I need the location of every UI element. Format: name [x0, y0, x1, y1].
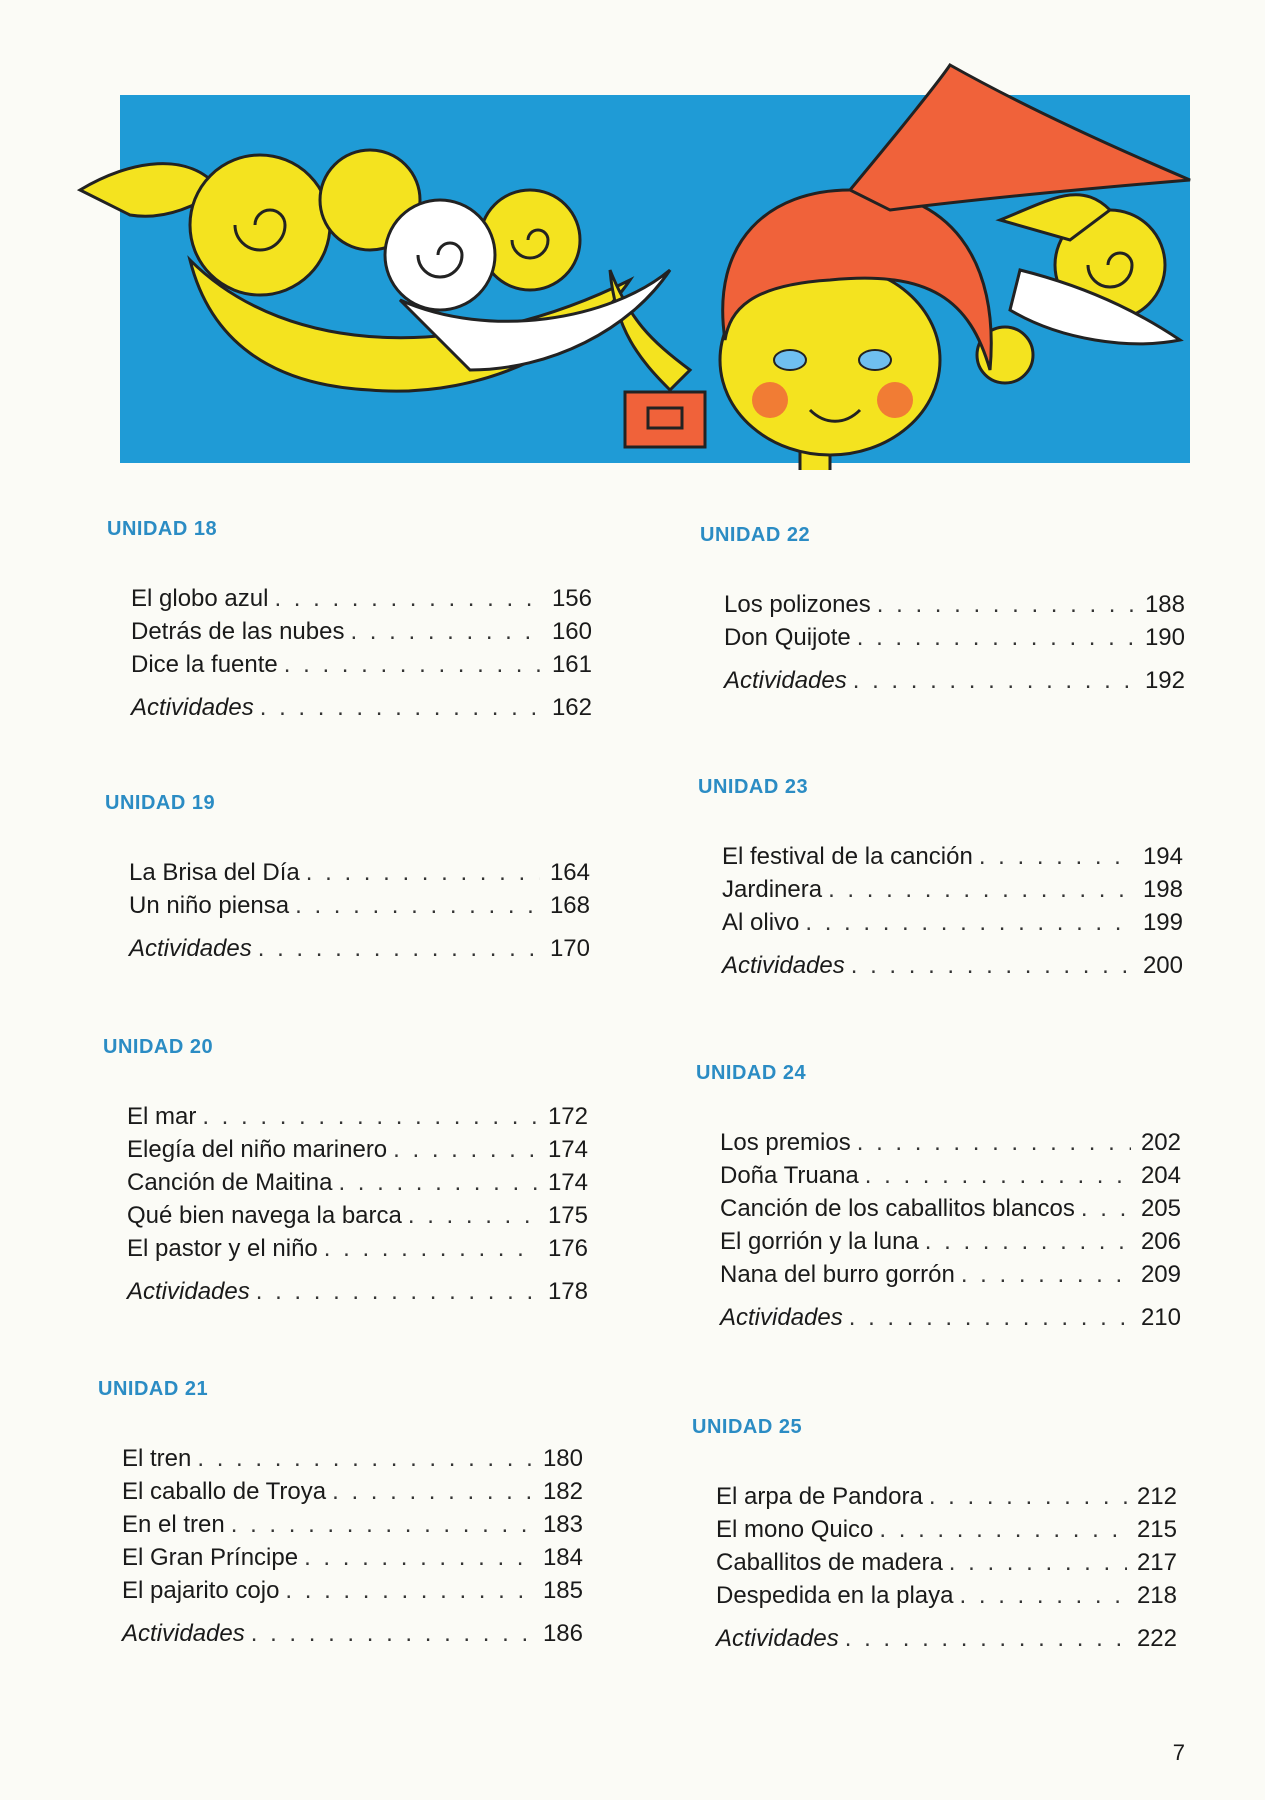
toc-entry[interactable] — [131, 585, 592, 618]
dot-leader — [324, 1235, 538, 1263]
entry-title: El mono Quico — [716, 1516, 874, 1543]
entry-title: Jardinera — [722, 876, 823, 903]
entry-page: 164 — [549, 859, 590, 886]
entry-title: El mar — [127, 1103, 197, 1130]
dot-leader — [295, 892, 540, 920]
entry-page: 206 — [1140, 1228, 1181, 1255]
entry-page: 168 — [549, 892, 590, 919]
unit-section — [698, 776, 1183, 985]
entry-page: 175 — [547, 1202, 588, 1229]
entry-page: 186 — [542, 1620, 583, 1647]
dot-leader — [857, 624, 1135, 652]
entry-title: Nana del burro gorrón — [720, 1261, 955, 1288]
entry-title: Caballitos de madera — [716, 1549, 943, 1576]
dot-leader — [197, 1445, 533, 1473]
entry-title: El pastor y el niño — [127, 1235, 318, 1262]
activities-entry[interactable] — [716, 1625, 1177, 1658]
entry-title: Elegía del niño marinero — [127, 1136, 388, 1163]
entry-title: Detrás de las nubes — [131, 618, 345, 645]
toc-entry[interactable] — [722, 843, 1183, 876]
dot-leader — [304, 1544, 533, 1572]
entry-page: 160 — [551, 618, 592, 645]
entry-page: 170 — [549, 935, 590, 962]
activities-entry[interactable] — [127, 1278, 588, 1311]
dot-leader — [877, 591, 1135, 619]
entry-page: 162 — [551, 694, 592, 721]
toc-entry[interactable] — [127, 1202, 588, 1235]
unit-section — [98, 1378, 583, 1653]
entry-title: La Brisa del Día — [129, 859, 300, 886]
entry-page: 156 — [551, 585, 592, 612]
dot-leader — [960, 1582, 1127, 1610]
entry-page: 174 — [547, 1169, 588, 1196]
entry-title: El arpa de Pandora — [716, 1483, 923, 1510]
header-illustration — [70, 40, 1220, 470]
entry-page: 192 — [1144, 667, 1185, 694]
toc-entry[interactable] — [122, 1577, 583, 1610]
dot-leader — [949, 1549, 1127, 1577]
dot-leader — [350, 618, 542, 646]
toc-entry[interactable] — [720, 1195, 1181, 1228]
toc-entry[interactable] — [722, 876, 1183, 909]
entry-page: 190 — [1144, 624, 1185, 651]
entry-page: 215 — [1136, 1516, 1177, 1543]
toc-entry[interactable] — [129, 892, 590, 925]
entry-title: Don Quijote — [724, 624, 851, 651]
activities-entry[interactable] — [131, 694, 592, 727]
dot-leader — [274, 585, 542, 613]
toc-entry[interactable] — [722, 909, 1183, 942]
entry-page: 161 — [551, 651, 592, 678]
toc-entry[interactable] — [122, 1544, 583, 1577]
entry-title: Los polizones — [724, 591, 871, 618]
entry-title: Actividades — [129, 935, 252, 962]
entry-page: 198 — [1142, 876, 1183, 903]
dot-leader — [258, 935, 540, 963]
unit-section — [700, 524, 1185, 700]
toc-entry[interactable] — [129, 859, 590, 892]
entry-page: 178 — [547, 1278, 588, 1305]
entry-page: 205 — [1140, 1195, 1181, 1222]
toc-entry[interactable] — [720, 1228, 1181, 1261]
entry-page: 199 — [1142, 909, 1183, 936]
small-box — [625, 392, 705, 447]
activities-entry[interactable] — [122, 1620, 583, 1653]
entry-page: 172 — [547, 1103, 588, 1130]
dot-leader — [231, 1511, 533, 1539]
entry-page: 176 — [547, 1235, 588, 1262]
unit-section — [696, 1062, 1181, 1337]
entry-title: Actividades — [716, 1625, 839, 1652]
page-number: 7 — [1172, 1740, 1185, 1765]
dot-leader — [961, 1261, 1131, 1289]
entry-title: El globo azul — [131, 585, 269, 612]
entry-title: Actividades — [127, 1278, 250, 1305]
unit-title: UNIDAD 21 — [98, 1378, 209, 1400]
entry-title: El tren — [122, 1445, 192, 1472]
entry-page: 184 — [542, 1544, 583, 1571]
entry-page: 182 — [542, 1478, 583, 1505]
unit-title: UNIDAD 23 — [698, 776, 809, 798]
toc-entry[interactable] — [127, 1103, 588, 1136]
toc-entry[interactable] — [724, 591, 1185, 624]
entry-title: Actividades — [722, 952, 845, 979]
entry-page: 217 — [1136, 1549, 1177, 1576]
entry-title: Canción de los caballitos blancos — [720, 1195, 1075, 1222]
dot-leader — [845, 1625, 1127, 1653]
unit-title: UNIDAD 19 — [105, 792, 216, 814]
entry-title: Doña Truana — [720, 1162, 859, 1189]
entry-title: El pajarito cojo — [122, 1577, 280, 1604]
entry-title: Qué bien navega la barca — [127, 1202, 402, 1229]
entry-page: 174 — [547, 1136, 588, 1163]
dot-leader — [408, 1202, 538, 1230]
dot-leader — [879, 1516, 1127, 1544]
entry-title: Los premios — [720, 1129, 851, 1156]
entry-page: 185 — [542, 1577, 583, 1604]
toc-entry[interactable] — [122, 1445, 583, 1478]
toc-entry[interactable] — [716, 1483, 1177, 1516]
dot-leader — [865, 1162, 1131, 1190]
entry-title: Despedida en la playa — [716, 1582, 954, 1609]
unit-title: UNIDAD 20 — [103, 1036, 214, 1058]
entry-title: Actividades — [122, 1620, 245, 1647]
toc-entry[interactable] — [127, 1235, 588, 1268]
dot-leader — [285, 1577, 533, 1605]
toc-entry[interactable] — [720, 1129, 1181, 1162]
entry-title: Actividades — [131, 694, 254, 721]
unit-section — [692, 1416, 1177, 1658]
unit-section — [107, 518, 592, 727]
dot-leader — [851, 952, 1133, 980]
dot-leader — [260, 694, 542, 722]
dot-leader — [925, 1228, 1131, 1256]
toc-entry[interactable] — [131, 618, 592, 651]
toc-entry[interactable] — [716, 1516, 1177, 1549]
entry-title: Un niño piensa — [129, 892, 290, 919]
unit-title: UNIDAD 18 — [107, 518, 218, 540]
dot-leader — [805, 909, 1133, 937]
toc-entry[interactable] — [720, 1162, 1181, 1195]
toc-entry[interactable] — [127, 1169, 588, 1202]
entry-page: 218 — [1136, 1582, 1177, 1609]
entry-title: El gorrión y la luna — [720, 1228, 919, 1255]
toc-entry[interactable] — [716, 1582, 1177, 1615]
entry-page: 194 — [1142, 843, 1183, 870]
unit-title: UNIDAD 22 — [700, 524, 811, 546]
entry-page: 180 — [542, 1445, 583, 1472]
entry-page: 210 — [1140, 1304, 1181, 1331]
toc-entry[interactable] — [127, 1136, 588, 1169]
entry-title: Actividades — [720, 1304, 843, 1331]
entry-page: 202 — [1140, 1129, 1181, 1156]
entry-title: El festival de la canción — [722, 843, 973, 870]
dot-leader — [828, 876, 1133, 904]
entry-page: 183 — [542, 1511, 583, 1538]
toc-entry[interactable] — [131, 651, 592, 684]
entry-page: 204 — [1140, 1162, 1181, 1189]
toc-entry[interactable] — [720, 1261, 1181, 1294]
toc-entry[interactable] — [122, 1511, 583, 1544]
dot-leader — [849, 1304, 1131, 1332]
toc-entry[interactable] — [716, 1549, 1177, 1582]
dot-leader — [332, 1478, 533, 1506]
dot-leader — [202, 1103, 538, 1131]
dot-leader — [979, 843, 1133, 871]
entry-title: En el tren — [122, 1511, 225, 1538]
entry-title: Dice la fuente — [131, 651, 278, 678]
dot-leader — [306, 859, 540, 887]
entry-page: 209 — [1140, 1261, 1181, 1288]
dot-leader — [929, 1483, 1127, 1511]
dot-leader — [393, 1136, 538, 1164]
dot-leader — [256, 1278, 538, 1306]
dot-leader — [338, 1169, 538, 1197]
dot-leader — [251, 1620, 533, 1648]
entry-page: 212 — [1136, 1483, 1177, 1510]
entry-title: El caballo de Troya — [122, 1478, 327, 1505]
entry-title: Canción de Maitina — [127, 1169, 333, 1196]
activities-entry[interactable] — [722, 952, 1183, 985]
entry-page: 200 — [1142, 952, 1183, 979]
toc-entry[interactable] — [724, 624, 1185, 657]
entry-page: 188 — [1144, 591, 1185, 618]
entry-title: Al olivo — [722, 909, 800, 936]
unit-title: UNIDAD 24 — [696, 1062, 807, 1084]
unit-section — [103, 1036, 588, 1311]
activities-entry[interactable] — [720, 1304, 1181, 1337]
activities-entry[interactable] — [724, 667, 1185, 700]
activities-entry[interactable] — [129, 935, 590, 968]
unit-title: UNIDAD 25 — [692, 1416, 803, 1438]
dot-leader — [1081, 1195, 1131, 1223]
dot-leader — [857, 1129, 1131, 1157]
entry-title: Actividades — [724, 667, 847, 694]
entry-page: 222 — [1136, 1625, 1177, 1652]
unit-section — [105, 792, 590, 968]
entry-title: El Gran Príncipe — [122, 1544, 299, 1571]
dot-leader — [853, 667, 1135, 695]
toc-entry[interactable] — [122, 1478, 583, 1511]
dot-leader — [284, 651, 542, 679]
